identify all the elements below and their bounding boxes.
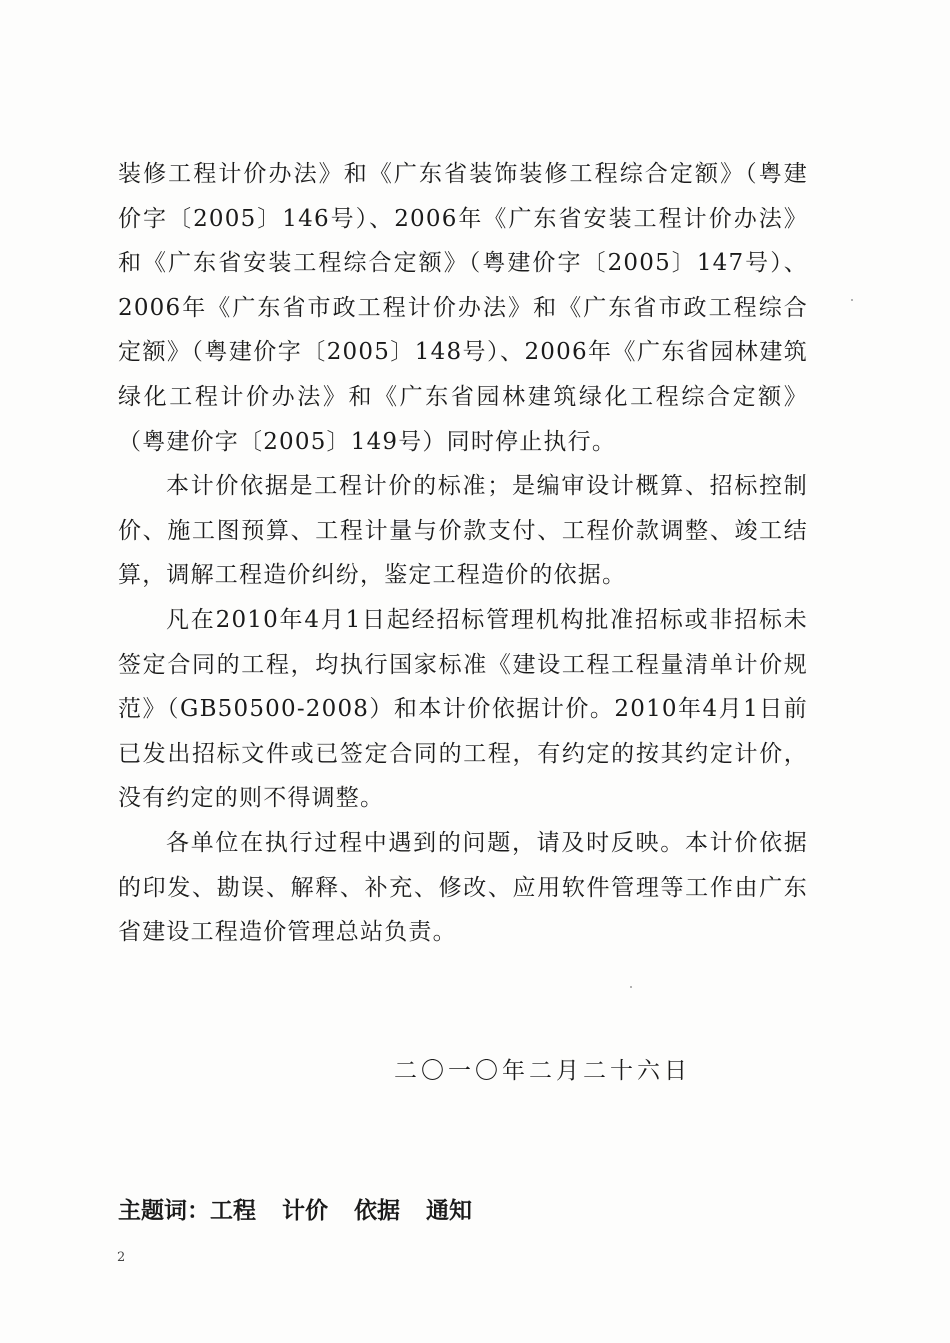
paragraph-pricing-standard: 本计价依据是工程计价的标准；是编审设计概算、招标控制价、施工图预算、工程计量与价款支付、工程价款调整、竣工结算，调解工程造价纠纷，鉴定工程造价的依据。 (118, 473, 808, 589)
paragraph-continuation: 装修工程计价办法》和《广东省装饰装修工程综合定额》（粤建价字〔2005〕146号）、2006年《广东省安装工程计价办法》和《广东省安装工程综合定额》（粤建价字〔2005〕147号）、2006年《广东省市政工程计价办法》和《广东省市政工程综合定额》（粤建价字〔2005〕148号）、2006年《广东省园林建筑绿化工程计价办法》和《广东省园林建筑绿化工程综合定额》（粤建价字〔2005〕149号）同时停止执行。 (118, 161, 808, 455)
paragraph-responsibility: 各单位在执行过程中遇到的问题，请及时反映。本计价依据的印发、勘误、解释、补充、修改、应用软件管理等工作由广东省建设工程造价管理总站负责。 (118, 829, 808, 946)
keywords-label: 主题词： (118, 1198, 210, 1224)
keyword-item: 通知 (426, 1198, 472, 1224)
keyword-item: 计价 (282, 1198, 328, 1224)
scan-speck (630, 986, 632, 988)
keyword-item: 依据 (354, 1198, 400, 1224)
body-text (118, 152, 808, 955)
scan-speck (851, 299, 853, 301)
keyword-item: 工程 (210, 1198, 256, 1224)
page-number: 2 (117, 1250, 126, 1265)
issue-date: 二〇一〇年二月二十六日 (394, 1058, 691, 1084)
paragraph-effective-date: 凡在2010年4月1日起经招标管理机构批准招标或非招标未签定合同的工程，均执行国家标准《建设工程工程量清单计价规范》（GB50500-2008）和本计价依据计价。2010年4月1日前已发出招标文件或已签定合同的工程，有约定的按其约定计价，没有约定的则不得调整。 (118, 606, 808, 812)
subject-keywords (118, 1192, 498, 1225)
